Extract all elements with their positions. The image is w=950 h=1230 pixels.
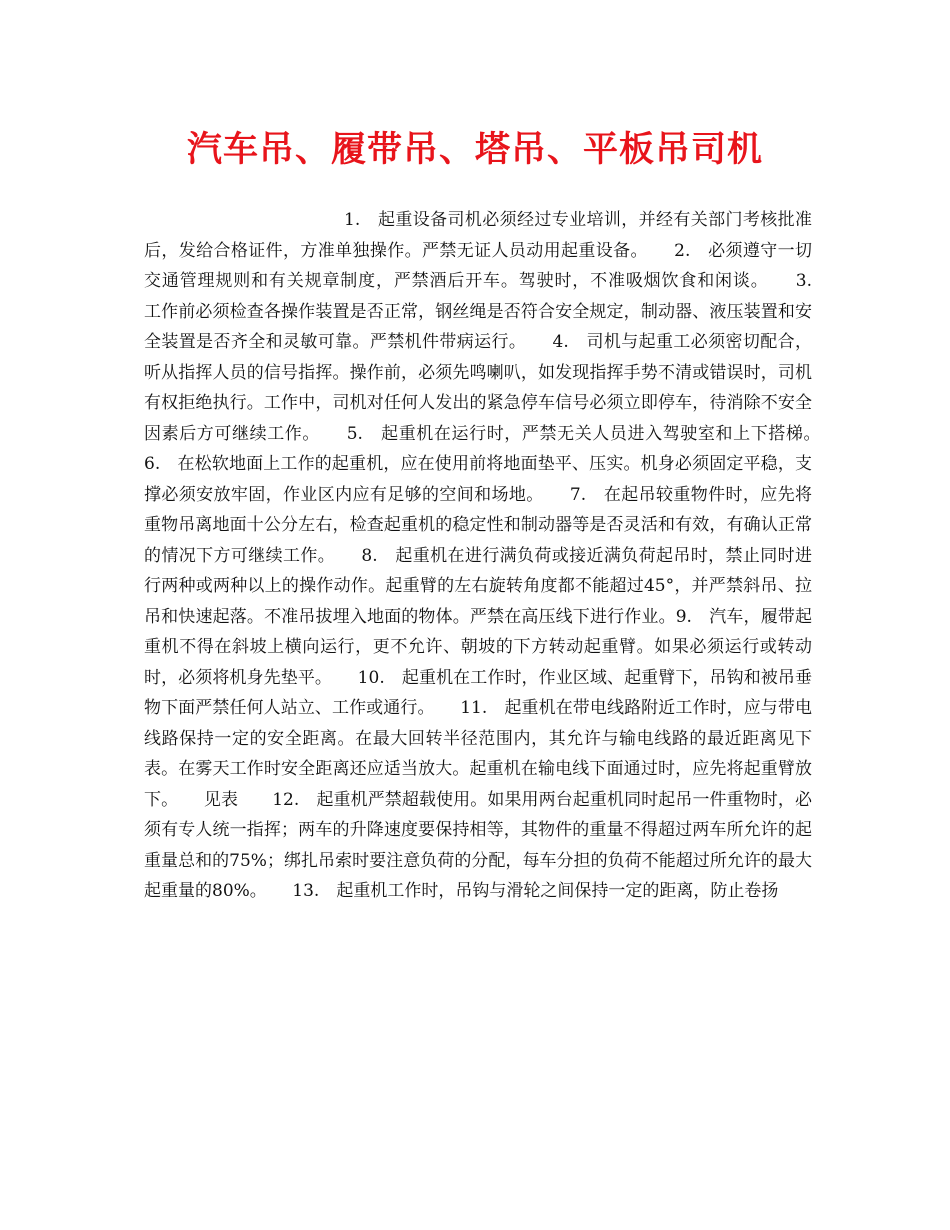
document-body (144, 205, 846, 907)
body-text-content: 1. 起重设备司机必须经过专业培训，并经有关部门考核批准后，发给合格证件，方准单独操作。严禁无证人员动用起重设备。 2. 必须遵守一切交通管理规则和有关规章制度，严禁酒后开车。驾驶时，不准吸烟饮食和闲谈。 3. 工作前必须检查各操作装置是否正常，钢丝绳是否符合安全规定，制动器、液压装置和安全装置是否齐全和灵敏可靠。严禁机件带病运行。 4. 司机与起重工必须密切配合，听从指挥人员的信号指挥。操作前，必须先鸣喇叭，如发现指挥手势不清或错误时，司机有权拒绝执行。工作中，司机对任何人发出的紧急停车信号必须立即停车，待消除不安全因素后方可继续工作。 5. 起重机在运行时，严禁无关人员进入驾驶室和上下搭梯。 6. 在松软地面上工作的起重机，应在使用前将地面垫平、压实。机身必须固定平稳，支撑必须安放牢固，作业区内应有足够的空间和场地。 7. 在起吊较重物件时，应先将重物吊离地面十公分左右，检查起重机的稳定性和制动器等是否灵活和有效，有确认正常的情况下方可继续工作。 8. 起重机在进行满负荷或接近满负荷起吊时，禁止同时进行两种或两种以上的操作动作。起重臂的左右旋转角度都不能超过45°，并严禁斜吊、拉吊和快速起落。不准吊拔埋入地面的物体。严禁在高压线下进行作业。9. 汽车，履带起重机不得在斜坡上横向运行，更不允许、朝坡的下方转动起重臂。如果必须运行或转动时，必须将机身先垫平。 10. 起重机在工作时，作业区域、起重臂下，吊钩和被吊垂物下面严禁任何人站立、工作或通行。 11. 起重机在带电线路附近工作时，应与带电线路保持一定的安全距离。在最大回转半径范围内，其允许与输电线路的最近距离见下表。在雾天工作时安全距离还应适当放大。起重机在输电线下面通过时，应先将起重臂放下。 见表 12. 起重机严禁超载使用。如果用两台起重机同时起吊一件重物时，必须有专人统一指挥；两车的升降速度要保持相等，其物件的重量不得超过两车所允许的起重量总和的75%；绑扎吊索时要注意负荷的分配，每车分担的负荷不能超过所允许的最大起重量的80%。 13. 起重机工作时，吊钩与滑轮之间保持一定的距离，防止卷扬 (144, 210, 846, 901)
document-title: 汽车吊、履带吊、塔吊、平板吊司机 (186, 129, 763, 170)
